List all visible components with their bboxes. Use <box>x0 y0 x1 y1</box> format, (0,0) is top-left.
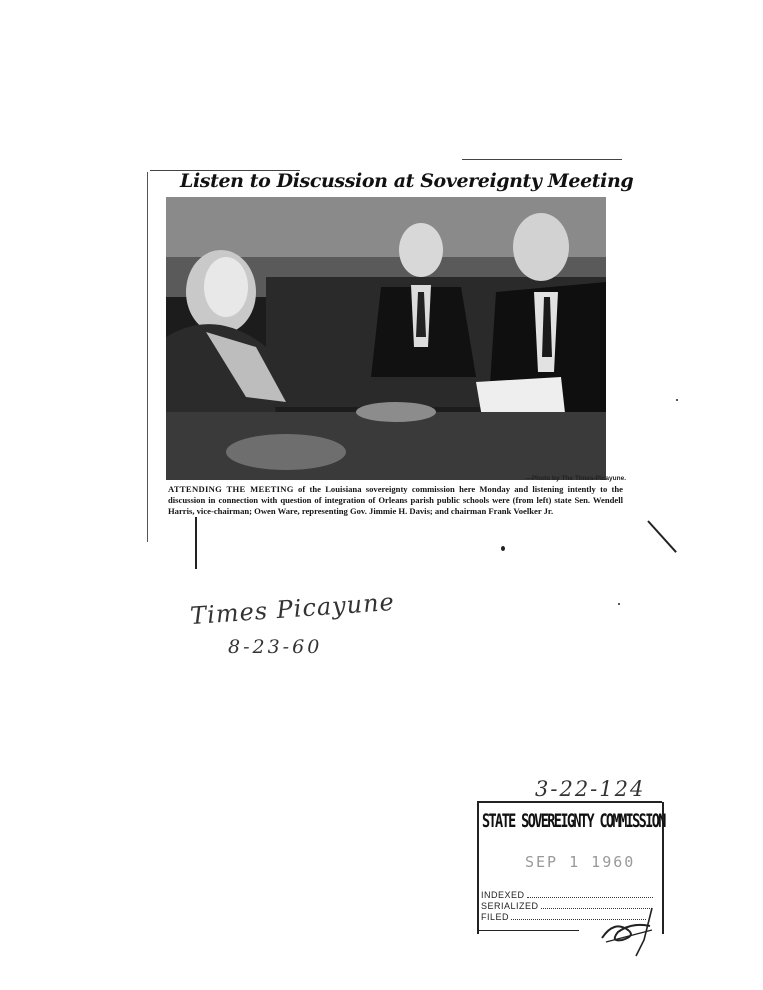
handwritten-file-number: 3-22-124 <box>535 777 646 801</box>
stamp-field-label: INDEXED <box>481 890 525 900</box>
caption-body: of the Louisiana sovereignty commission here Monday and listening intently to the discussion in connection with question of integration of Orleans parish public schools were (from left) state Sen. Wendell Harris, vice-chairman; Owen Ware, representing Gov. Jimmie H. Davis; and chairman Frank Voelker Jr. <box>168 484 623 516</box>
photo-credit: —Photo by The Times-Picayune. <box>525 475 626 482</box>
handwritten-date: 8-23-60 <box>228 636 323 658</box>
stamp-bottom-rule <box>479 930 579 931</box>
news-photo <box>166 197 606 480</box>
scan-speck <box>618 603 620 605</box>
clip-rule-top-right <box>462 159 622 160</box>
clip-edge-left <box>147 172 148 542</box>
handwritten-source: Times Picayune <box>189 587 396 631</box>
stamp-field-indexed <box>481 890 653 900</box>
stamp-date: SEP 1 1960 <box>525 853 636 871</box>
scan-mark <box>195 517 197 569</box>
scan-speck <box>501 546 505 551</box>
scan-speck <box>676 399 678 401</box>
clipping-headline: Listen to Discussion at Sovereignty Meeting <box>180 170 634 192</box>
stamp-title: STATE SOVEREIGNTY COMMISSION <box>482 811 665 833</box>
photo-caption <box>168 484 623 517</box>
handwritten-signature-initials <box>592 900 662 965</box>
scan-artifact-line <box>647 520 677 553</box>
stamp-field-label: SERIALIZED <box>481 901 539 911</box>
stamp-field-label: FILED <box>481 912 510 922</box>
caption-lead: ATTENDING THE MEETING <box>168 484 294 494</box>
